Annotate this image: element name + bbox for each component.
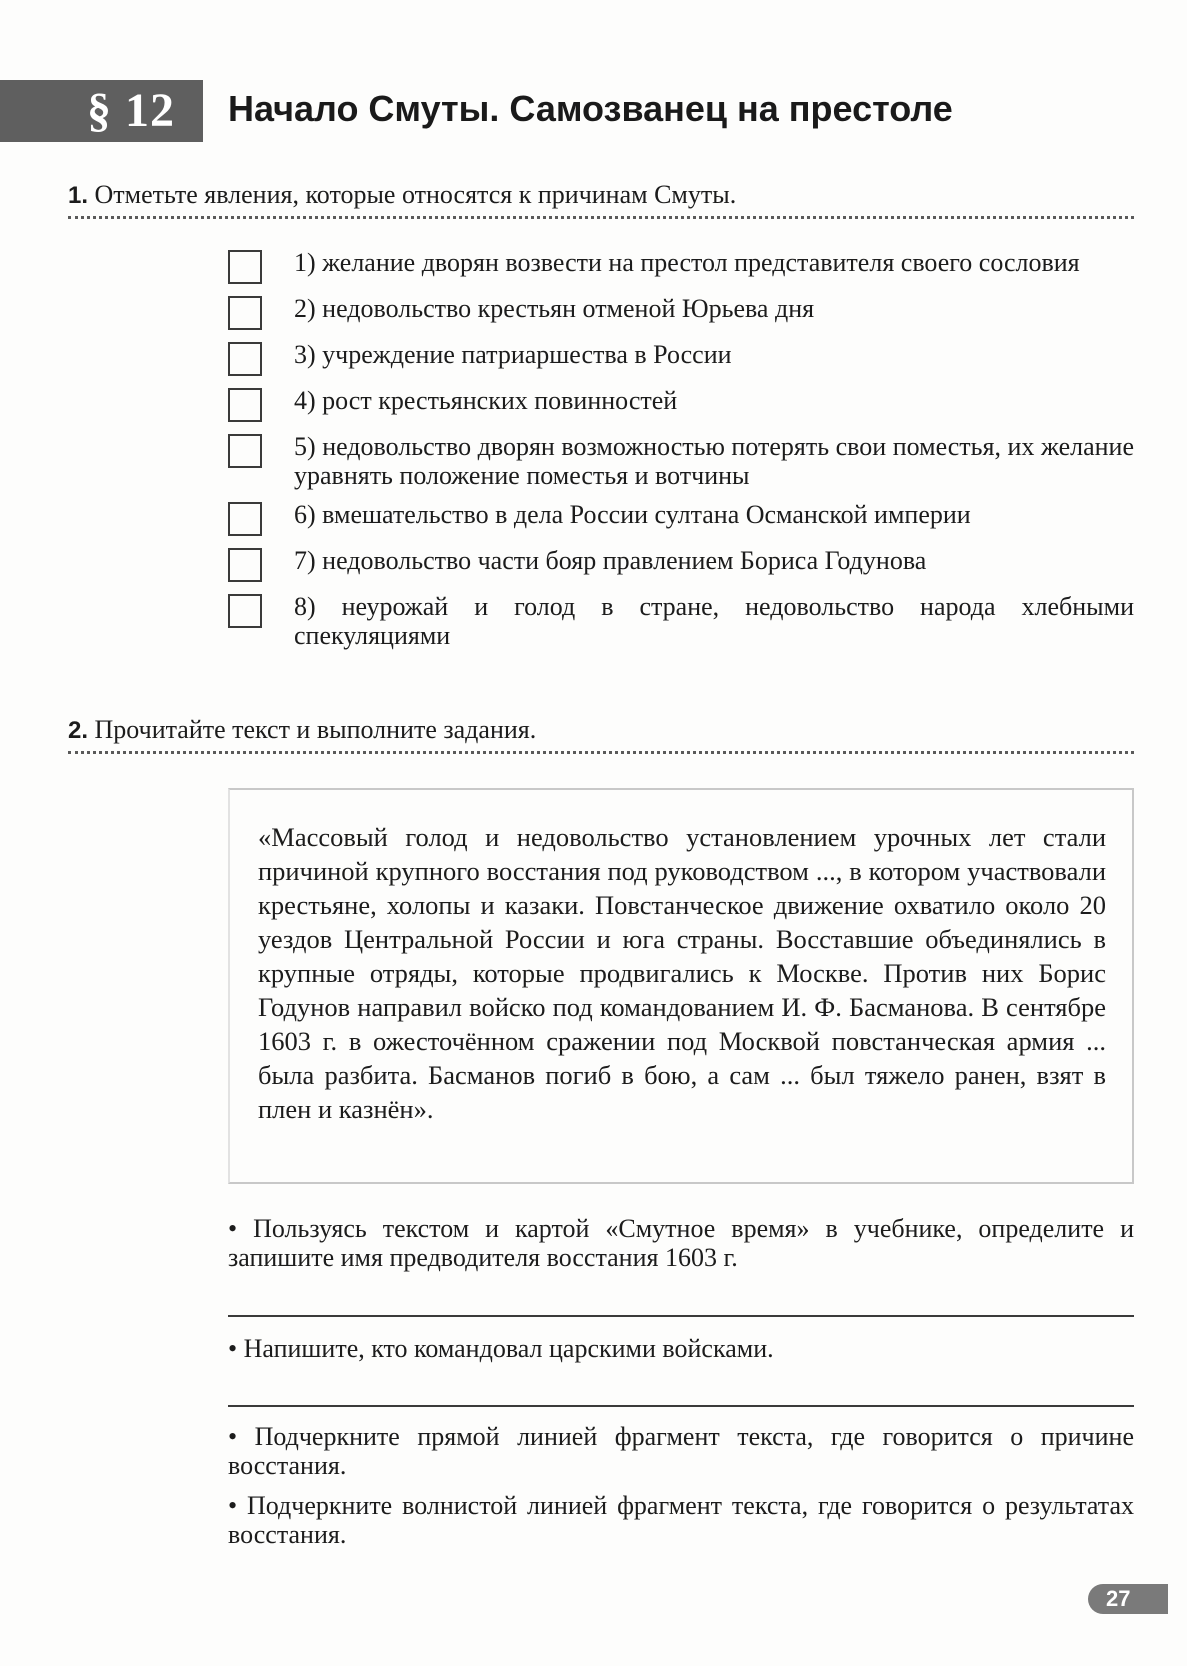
task-2-heading — [68, 715, 1134, 754]
option-1-text: 1) желание дворян возвести на престол представителя своего сословия — [294, 248, 1080, 277]
question-4: • Подчеркните волнистой линией фрагмент текста, где говорится о результатах восстания. — [228, 1491, 1134, 1549]
option-3 — [228, 340, 1134, 376]
page-number: 27 — [1088, 1584, 1168, 1614]
task-2-number: 2. — [68, 717, 89, 744]
option-5 — [228, 432, 1134, 490]
option-6-text: 6) вмешательство в дела России султана Османской империи — [294, 500, 971, 529]
option-3-checkbox[interactable] — [228, 342, 262, 376]
option-1-checkbox[interactable] — [228, 250, 262, 284]
option-4-checkbox[interactable] — [228, 388, 262, 422]
page-header — [0, 80, 1187, 142]
quote-box — [228, 788, 1134, 1184]
question-2: • Напишите, кто командовал царскими войсками. — [228, 1334, 774, 1363]
option-2-text: 2) недовольство крестьян отменой Юрьева дня — [294, 294, 815, 323]
task-1-options — [228, 248, 1134, 660]
question-1: • Пользуясь текстом и картой «Смутное время» в учебнике, определите и запишите имя предводителя восстания 1603 г. — [228, 1214, 1134, 1272]
option-6-checkbox[interactable] — [228, 502, 262, 536]
task-1-heading — [68, 180, 1134, 219]
option-8 — [228, 592, 1134, 650]
task-1-instruction: Отметьте явления, которые относятся к причинам Смуты. — [94, 180, 737, 209]
option-8-text: 8) неурожай и голод в стране, недовольство народа хлебными спекуляциями — [294, 592, 1134, 650]
answer-line-2[interactable] — [228, 1405, 1134, 1407]
option-4-text: 4) рост крестьянских повинностей — [294, 386, 678, 415]
task-1-number: 1. — [68, 182, 89, 209]
task-2-instruction: Прочитайте текст и выполните задания. — [94, 715, 537, 744]
option-3-text: 3) учреждение патриаршества в России — [294, 340, 732, 369]
option-8-checkbox[interactable] — [228, 594, 262, 628]
answer-line-1[interactable] — [228, 1315, 1134, 1317]
option-5-text: 5) недовольство дворян возможностью потерять свои поместья, их желание уравнять положение поместья и вотчины — [294, 432, 1134, 490]
option-2 — [228, 294, 1134, 330]
question-3: • Подчеркните прямой линией фрагмент текста, где говорится о причине восстания. — [228, 1422, 1134, 1480]
option-6 — [228, 500, 1134, 536]
option-7-checkbox[interactable] — [228, 548, 262, 582]
page-title: Начало Смуты. Самозванец на престоле — [228, 88, 953, 129]
option-1 — [228, 248, 1134, 284]
option-2-checkbox[interactable] — [228, 296, 262, 330]
option-7-text: 7) недовольство части бояр правлением Бориса Годунова — [294, 546, 927, 575]
option-7 — [228, 546, 1134, 582]
quote-text: «Массовый голод и недовольство установлением урочных лет стали причиной крупного восстания под руководством ..., в котором участвовали крестьяне, холопы и казаки. Повстанческое движение охватило около 20 уездов Центральной России и юга страны. Восставшие объединялись в крупные отряды, которые продвигались к Москве. Против них Борис Годунов направил войско под командованием И. Ф. Басманова. В сентябре 1603 г. в ожесточённом сражении под Москвой повстанческая армия ... была разбита. Басманов погиб в бою, а сам ... был тяжело ранен, взят в плен и казнён». — [258, 822, 1106, 1124]
section-number-badge: § 12 — [0, 80, 203, 142]
option-4 — [228, 386, 1134, 422]
option-5-checkbox[interactable] — [228, 434, 262, 468]
